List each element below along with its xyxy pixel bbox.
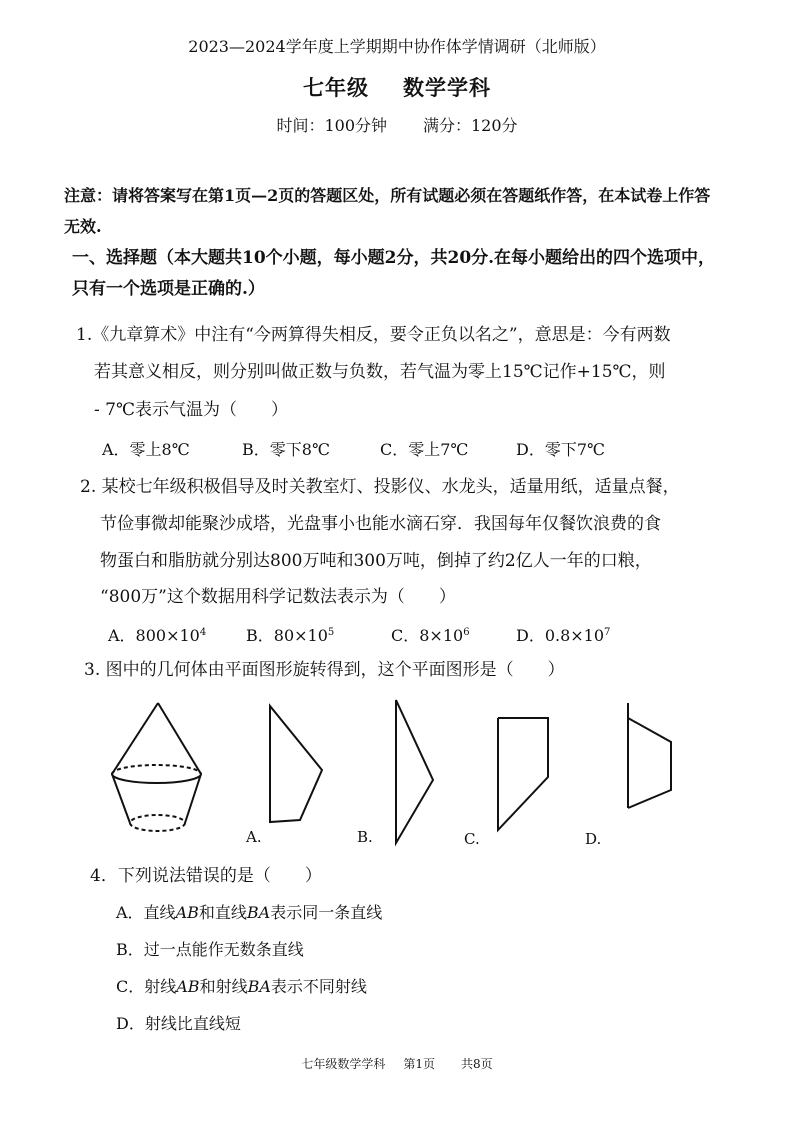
subject-label: 数学学科	[403, 75, 491, 100]
footer-total: 共8页	[461, 1057, 493, 1071]
q4-option-c	[116, 974, 367, 997]
option-a-label: A.	[246, 828, 262, 846]
q4-option-a-var2: BA	[246, 903, 271, 922]
q1-line2: 若其意义相反，则分别叫做正数与负数，若气温为零上15℃记作+15℃，则	[94, 362, 666, 382]
exam-header-line: 2023—2024学年度上学期期中协作体学情调研（北师版）	[188, 37, 606, 56]
q2-line2: 节俭事微却能聚沙成塔，光盘事小也能水滴石穿．我国每年仅餐饮浪费的食	[100, 514, 661, 534]
q4-option-d: D．射线比直线短	[116, 1014, 241, 1033]
q2-option-d-base: D．0.8×10	[516, 626, 605, 645]
grade-label: 七年级	[303, 75, 369, 100]
q2-option-a-base: A．800×10	[108, 626, 200, 645]
notice-text: 注意：请将答案写在第1页—2页的答题区处，所有试题必须在答题纸作答，在本试卷上作答无效.	[64, 186, 711, 236]
q2-line3: 物蛋白和脂肪就分别达800万吨和300万吨，倒掉了约2亿人一年的口粮，	[100, 551, 652, 571]
q1-line1: 1.《九章算术》中注有“今两算得失相反，要令正负以名之”，意思是：今有两数	[76, 325, 671, 345]
footer-page: 第1页	[403, 1057, 435, 1071]
score-label: 满分：120分	[423, 116, 518, 135]
q4-option-c-suffix: 表示不同射线	[270, 977, 367, 996]
q4-option-a-mid: 和直线	[198, 903, 247, 922]
time-label: 时间：100分钟	[276, 116, 387, 135]
q1-option-b: B．零下8℃	[242, 440, 330, 459]
q1-option-a: A．零上8℃	[102, 440, 190, 459]
q2-line4: “800万”这个数据用科学记数法表示为（ ）	[100, 587, 456, 607]
q4-text: 4．下列说法错误的是（ ）	[90, 866, 322, 886]
q4-option-c-mid: 和射线	[199, 977, 248, 996]
footer-subject: 七年级数学学科	[301, 1057, 386, 1071]
q2-option-b-base: B．80×10	[246, 626, 328, 645]
q4-option-c-var2: BA	[247, 977, 271, 996]
option-d-label: D.	[585, 830, 602, 848]
q4-option-a-suffix: 表示同一条直线	[270, 903, 383, 922]
q4-option-c-prefix: C．射线	[116, 977, 177, 996]
q1-line3: - 7℃表示气温为（ ）	[94, 400, 288, 420]
q4-option-c-var1: AB	[176, 977, 200, 996]
q2-line1: 2. 某校七年级积极倡导及时关教室灯、投影仪、水龙头，适量用纸，适量点餐，	[80, 477, 680, 497]
q2-option-b-exp: 5	[327, 627, 335, 638]
section-heading: 一、选择题（本大题共10个小题，每小题2分，共20分.在每小题给出的四个选项中，只有一个选项是正确的.）	[72, 248, 716, 299]
q2-option-c-base: C．8×10	[391, 626, 464, 645]
q2-option-c-exp: 6	[463, 627, 470, 638]
page-footer	[0, 1055, 794, 1072]
q4-option-a-var1: AB	[175, 903, 199, 922]
q2-option-a-exp: 4	[199, 627, 207, 638]
q2-option-d-exp: 7	[604, 627, 611, 638]
q1-option-d: D．零下7℃	[516, 440, 605, 459]
option-c-label: C.	[464, 830, 480, 848]
q4-option-a-prefix: A．直线	[116, 903, 176, 922]
q1-option-c: C．零上7℃	[380, 440, 469, 459]
q3-text: 3. 图中的几何体由平面图形旋转得到，这个平面图形是（ ）	[84, 660, 565, 680]
option-b-label: B.	[357, 828, 373, 846]
q4-option-b: B．过一点能作无数条直线	[116, 940, 304, 959]
q4-option-a	[116, 900, 382, 923]
